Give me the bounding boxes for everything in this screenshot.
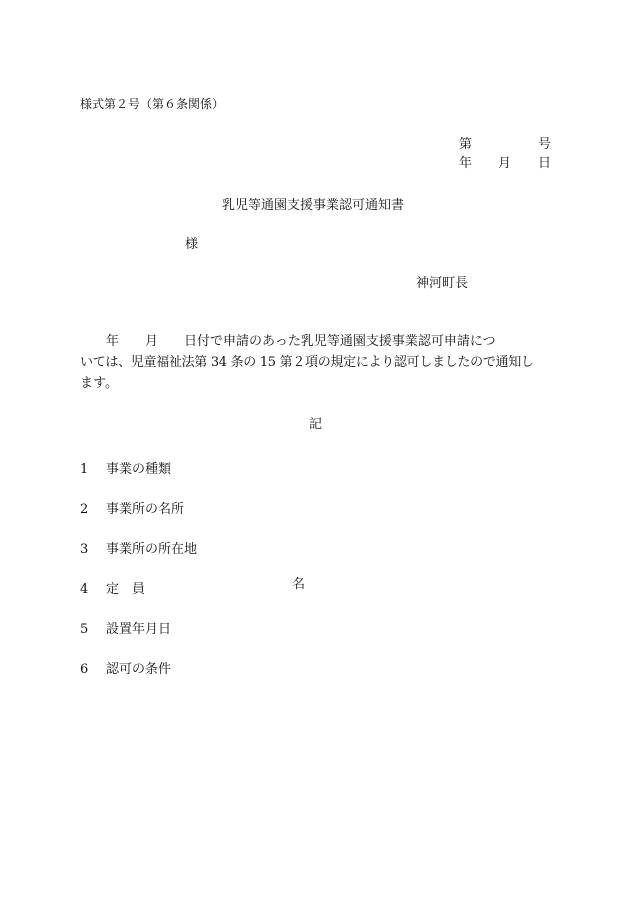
number-suffix: 号 xyxy=(538,137,552,152)
item-label: 定 員 xyxy=(106,582,146,597)
addressee-suffix: 様 xyxy=(185,237,199,252)
item-label: 事業所の所在地 xyxy=(106,542,198,557)
list-item xyxy=(80,458,171,477)
body-paragraph xyxy=(80,331,554,394)
item-number: 1 xyxy=(80,462,89,477)
item-label: 事業所の名所 xyxy=(106,502,185,517)
item-label: 事業の種類 xyxy=(106,462,172,477)
number-label: 第 xyxy=(459,137,473,152)
body-line-3: ます。 xyxy=(80,376,118,391)
list-item xyxy=(80,498,184,517)
item-number: 5 xyxy=(80,622,89,637)
issuer-name: 神河町長 xyxy=(416,276,469,291)
item-number: 4 xyxy=(80,582,89,597)
item-label: 設置年月日 xyxy=(106,622,172,637)
list-item xyxy=(80,578,145,597)
item-label: 認可の条件 xyxy=(106,662,172,677)
item-number: 6 xyxy=(80,662,89,677)
ki-heading: 記 xyxy=(309,417,323,432)
document-title: 乳児等通園支援事業認可通知書 xyxy=(222,198,405,213)
body-line-1: 年 月 日付で申請のあった乳児等通園支援事業認可申請につ xyxy=(80,334,496,349)
body-line-2: いては、児童福祉法第 34 条の 15 第２項の規定により認可しましたので通知し xyxy=(80,355,534,370)
form-header: 様式第２号（第６条関係） xyxy=(80,97,225,111)
item-number: 3 xyxy=(80,542,89,557)
date-year-label: 年 xyxy=(459,156,473,171)
list-item xyxy=(80,538,197,557)
list-item xyxy=(80,618,171,637)
list-item xyxy=(80,658,171,677)
date-day-label: 日 xyxy=(538,156,552,171)
capacity-unit: 名 xyxy=(292,577,306,592)
date-month-label: 月 xyxy=(498,156,512,171)
item-number: 2 xyxy=(80,502,89,517)
